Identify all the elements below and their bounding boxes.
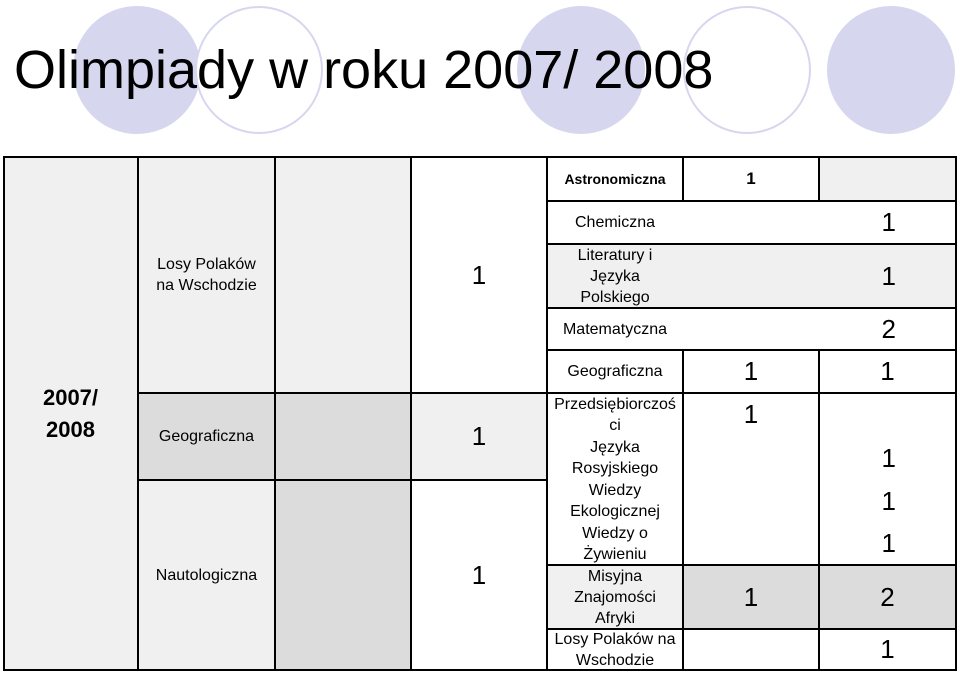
left-subject-1 (138, 157, 275, 393)
grid-line (138, 392, 547, 394)
empty-cell-3 (275, 480, 411, 670)
row-1-a (683, 157, 819, 201)
row-value-b: 1 (881, 260, 896, 291)
grid-line (818, 350, 820, 671)
row-value-b: 1 (880, 356, 895, 386)
row-2-b (683, 201, 956, 244)
row-value-b: 2 (881, 313, 896, 344)
row-9-label (547, 522, 683, 565)
row-10-b (819, 565, 956, 629)
empty-cell-2 (275, 393, 411, 480)
row-value-b: 1 (881, 442, 896, 473)
row-label: Języka Rosyjskiego (571, 439, 659, 477)
left-subject-3-label: Nautologiczna (155, 566, 258, 584)
grid-line (137, 156, 139, 671)
year-label: 2007/ 2008 (42, 384, 99, 442)
table-border-bottom (3, 669, 956, 671)
row-7-label (547, 436, 683, 480)
grid-line (547, 628, 956, 630)
row-value-b: 2 (880, 581, 895, 612)
row-4-label (547, 308, 683, 350)
row-11-b (819, 629, 956, 670)
grid-line (682, 156, 684, 201)
row-value-a: 1 (743, 356, 759, 386)
left-subject-1-label: Losy Polaków na Wschodzie (156, 256, 257, 294)
left-subject-3 (138, 480, 275, 670)
row-2-label (547, 201, 683, 244)
row-value-b: 1 (881, 485, 896, 516)
table-border-right (955, 156, 957, 671)
row-6-label (547, 393, 683, 436)
table-border-top (3, 156, 956, 158)
grid-line (818, 156, 820, 201)
row-3-b (683, 244, 956, 308)
row-3-label (547, 244, 683, 308)
row-value-a: 1 (746, 169, 756, 188)
grid-line (682, 350, 684, 671)
grid-line (547, 564, 956, 566)
grid-line (547, 200, 956, 202)
row-1-b (819, 157, 956, 201)
slide-title: Olimpiady w roku 2007/ 2008 (14, 40, 714, 100)
row-label: Geograficzna (567, 363, 663, 380)
left-count-1-value: 1 (471, 259, 487, 290)
left-subject-2 (138, 393, 275, 480)
left-count-2-value: 1 (471, 421, 487, 451)
row-label: Matematyczna (562, 320, 668, 338)
row-11-label (547, 629, 683, 670)
year-cell (3, 157, 138, 670)
left-count-3-value: 1 (471, 559, 487, 590)
row-label: Misyjna Znajomości Afryki (574, 567, 656, 627)
grid-line (546, 156, 548, 671)
left-count-1 (411, 157, 547, 393)
grid-line (138, 479, 547, 481)
row-6-b (819, 393, 956, 436)
row-label: Losy Polaków na Wschodzie (554, 630, 676, 669)
grid-line (274, 156, 276, 671)
row-8-label (547, 480, 683, 522)
row-value-b: 1 (881, 528, 896, 558)
row-1-label (547, 157, 683, 201)
grid-line (547, 307, 956, 309)
row-label: Przedsiębiorczości (554, 395, 676, 434)
row-label: Wiedzy Ekologicznej (570, 482, 660, 520)
left-subject-2-label: Geograficzna (158, 428, 255, 445)
empty-cell-1 (275, 157, 411, 393)
row-10-label (547, 565, 683, 629)
row-value-a: 1 (743, 399, 759, 429)
grid-line (547, 243, 956, 245)
row-5-label (547, 350, 683, 393)
left-count-2 (411, 393, 547, 480)
row-value-b: 1 (880, 634, 895, 664)
row-label: Astronomiczna (564, 171, 666, 187)
row-value-a: 1 (743, 581, 759, 612)
left-count-3 (411, 480, 547, 670)
row-5-a (683, 350, 819, 393)
row-label: Chemiczna (574, 214, 656, 231)
grid-line (547, 392, 956, 394)
grid-line (410, 156, 412, 671)
row-value-b: 1 (881, 207, 896, 237)
row-label: Literatury i Języka Polskiego (577, 246, 653, 306)
decor-circle-5 (827, 6, 955, 134)
grid-line (547, 349, 956, 351)
row-5-b (819, 350, 956, 393)
row-11-a (683, 629, 819, 670)
row-4-b (683, 308, 956, 350)
row-10-a (683, 565, 819, 629)
row-label: Wiedzy o Żywieniu (582, 524, 648, 563)
table-border-left (3, 156, 5, 671)
row-6-a (683, 393, 819, 436)
